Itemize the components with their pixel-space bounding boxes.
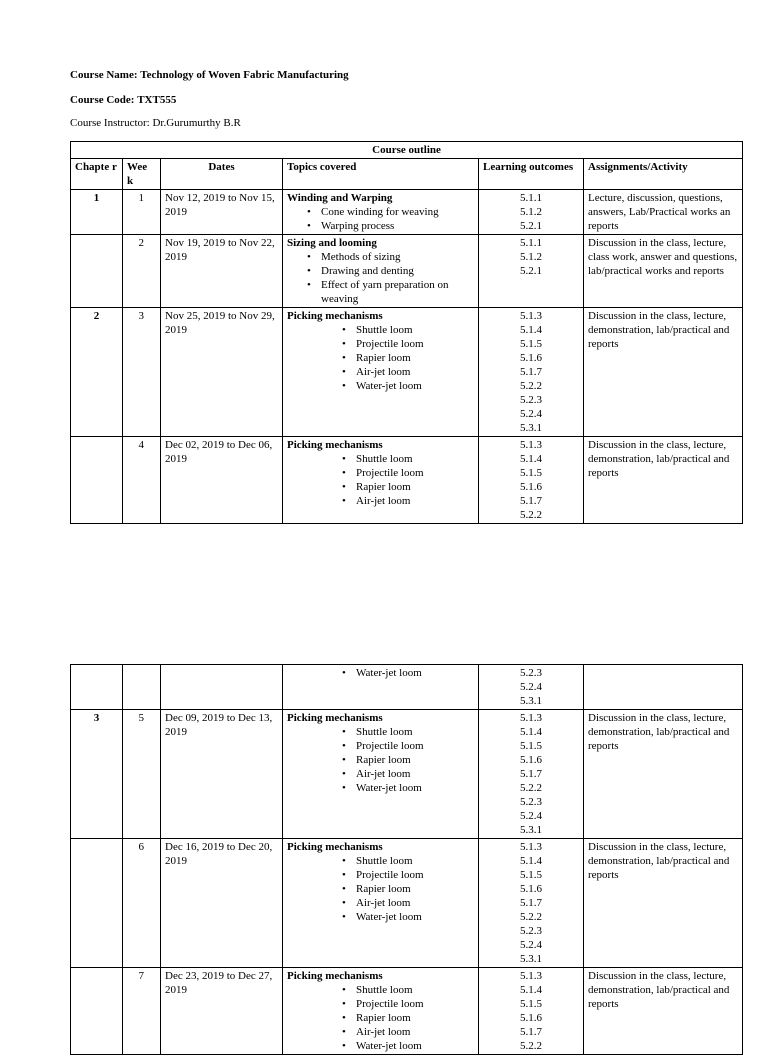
bullet-icon: • xyxy=(342,911,346,923)
outcome-code: 5.1.4 xyxy=(520,855,542,867)
dates-cell: Nov 25, 2019 to Nov 29, 2019 xyxy=(161,308,283,437)
outcome-code: 5.2.3 xyxy=(520,925,542,937)
week-cell xyxy=(123,665,161,710)
week-cell: 2 xyxy=(123,235,161,308)
course-outline-table xyxy=(70,141,743,524)
topic-item xyxy=(287,767,474,781)
topic-list xyxy=(287,205,474,233)
outcome-code: 5.3.1 xyxy=(520,953,542,965)
outcomes-cell xyxy=(479,665,584,710)
outcome-code: 5.1.1 xyxy=(520,192,542,204)
bullet-icon: • xyxy=(342,726,346,738)
outcomes-cell xyxy=(479,308,584,437)
topic-list xyxy=(287,983,474,1053)
outcome-code: 5.2.2 xyxy=(520,1040,542,1052)
topic-item-label: Rapier loom xyxy=(356,352,411,364)
chapter-cell: 3 xyxy=(71,710,123,839)
outcome-code: 5.1.6 xyxy=(520,481,542,493)
week-cell: 1 xyxy=(123,190,161,235)
course-code-label: Course Code: xyxy=(70,94,135,106)
outcome-code: 5.1.5 xyxy=(520,338,542,350)
topic-item xyxy=(287,466,474,480)
bullet-icon: • xyxy=(307,265,311,277)
bullet-icon: • xyxy=(342,897,346,909)
topic-item xyxy=(287,1025,474,1039)
outcome-code: 5.1.7 xyxy=(520,1026,542,1038)
dates-cell: Dec 23, 2019 to Dec 27, 2019 xyxy=(161,968,283,1055)
topic-item-label: Water-jet loom xyxy=(356,782,422,794)
activity-cell: Discussion in the class, lecture, demonstration, lab/practical and reports xyxy=(584,710,743,839)
bullet-icon: • xyxy=(307,251,311,263)
outcome-code: 5.2.2 xyxy=(520,911,542,923)
topic-item xyxy=(287,452,474,466)
course-name-label: Course Name: xyxy=(70,69,138,81)
topic-item-label: Shuttle loom xyxy=(356,453,413,465)
outcome-code: 5.1.5 xyxy=(520,740,542,752)
topic-item xyxy=(287,725,474,739)
course-name-line xyxy=(70,69,349,81)
outcome-code: 5.1.2 xyxy=(520,251,542,263)
table-row xyxy=(71,839,743,968)
outcome-code: 5.2.2 xyxy=(520,380,542,392)
bullet-icon: • xyxy=(342,998,346,1010)
topic-item xyxy=(287,910,474,924)
course-outline-table-continued xyxy=(70,664,743,1055)
topics-cell xyxy=(283,710,479,839)
header-topics: Topics covered xyxy=(283,159,479,190)
table-row xyxy=(71,437,743,524)
topic-item xyxy=(287,278,474,306)
outcome-code: 5.2.3 xyxy=(520,394,542,406)
topic-item xyxy=(287,480,474,494)
outcome-code: 5.1.7 xyxy=(520,366,542,378)
bullet-icon: • xyxy=(342,1040,346,1052)
topic-item xyxy=(287,250,474,264)
outcome-code: 5.1.3 xyxy=(520,310,542,322)
table-row xyxy=(71,190,743,235)
bullet-icon: • xyxy=(342,366,346,378)
outcomes-cell xyxy=(479,839,584,968)
topic-item xyxy=(287,781,474,795)
bullet-icon: • xyxy=(342,453,346,465)
table-row xyxy=(71,710,743,839)
topic-item-label: Projectile loom xyxy=(356,740,424,752)
topic-item-label: Shuttle loom xyxy=(356,726,413,738)
topics-cell xyxy=(283,437,479,524)
topic-item-label: Rapier loom xyxy=(356,1012,411,1024)
topic-item xyxy=(287,753,474,767)
course-code-line xyxy=(70,94,176,106)
table-title-row xyxy=(71,142,743,159)
topic-title: Picking mechanisms xyxy=(287,439,383,451)
header-activity: Assignments/Activity xyxy=(584,159,743,190)
topic-list xyxy=(287,666,474,680)
activity-cell xyxy=(584,665,743,710)
topic-item-label: Water-jet loom xyxy=(356,380,422,392)
outcome-code: 5.2.2 xyxy=(520,509,542,521)
topic-list xyxy=(287,452,474,508)
outcome-code: 5.2.2 xyxy=(520,782,542,794)
topic-item xyxy=(287,379,474,393)
bullet-icon: • xyxy=(342,883,346,895)
bullet-icon: • xyxy=(342,352,346,364)
chapter-cell xyxy=(71,665,123,710)
topic-title: Winding and Warping xyxy=(287,192,393,204)
bullet-icon: • xyxy=(342,740,346,752)
topic-item-label: Rapier loom xyxy=(356,883,411,895)
topic-item xyxy=(287,983,474,997)
outcome-code: 5.1.3 xyxy=(520,439,542,451)
outcome-code: 5.1.4 xyxy=(520,453,542,465)
outcome-code: 5.1.4 xyxy=(520,726,542,738)
topic-item-label: Water-jet loom xyxy=(356,911,422,923)
outcomes-cell xyxy=(479,235,584,308)
chapter-cell xyxy=(71,968,123,1055)
topic-item-label: Rapier loom xyxy=(356,754,411,766)
topic-item xyxy=(287,1011,474,1025)
outcomes-cell xyxy=(479,190,584,235)
outcome-code: 5.1.6 xyxy=(520,1012,542,1024)
outcome-code: 5.1.4 xyxy=(520,324,542,336)
topic-item xyxy=(287,205,474,219)
topics-cell xyxy=(283,665,479,710)
activity-cell: Discussion in the class, lecture, demonstration, lab/practical and reports xyxy=(584,839,743,968)
outcomes-cell xyxy=(479,968,584,1055)
topic-item-label: Air-jet loom xyxy=(356,1026,411,1038)
bullet-icon: • xyxy=(342,984,346,996)
chapter-cell xyxy=(71,235,123,308)
bullet-icon: • xyxy=(307,279,311,291)
table-row xyxy=(71,968,743,1055)
outcome-code: 5.1.3 xyxy=(520,970,542,982)
bullet-icon: • xyxy=(342,324,346,336)
bullet-icon: • xyxy=(342,869,346,881)
bullet-icon: • xyxy=(342,667,346,679)
activity-cell: Discussion in the class, lecture, demonstration, lab/practical and reports xyxy=(584,308,743,437)
topic-item xyxy=(287,351,474,365)
dates-cell: Nov 19, 2019 to Nov 22, 2019 xyxy=(161,235,283,308)
topic-item xyxy=(287,264,474,278)
topic-item-label: Shuttle loom xyxy=(356,855,413,867)
topic-item-label: Warping process xyxy=(321,220,395,232)
outcome-code: 5.1.6 xyxy=(520,352,542,364)
dates-cell: Nov 12, 2019 to Nov 15, 2019 xyxy=(161,190,283,235)
topic-item-label: Air-jet loom xyxy=(356,366,411,378)
topic-item-label: Drawing and denting xyxy=(321,265,414,277)
topic-item-label: Projectile loom xyxy=(356,338,424,350)
topic-item xyxy=(287,323,474,337)
topics-cell xyxy=(283,839,479,968)
outcome-code: 5.2.4 xyxy=(520,939,542,951)
week-cell: 3 xyxy=(123,308,161,437)
topic-item-label: Air-jet loom xyxy=(356,768,411,780)
header-outcomes: Learning outcomes xyxy=(479,159,584,190)
table-row xyxy=(71,308,743,437)
topic-list xyxy=(287,323,474,393)
topic-item-label: Cone winding for weaving xyxy=(321,206,439,218)
outcome-code: 5.2.4 xyxy=(520,408,542,420)
topic-item xyxy=(287,666,474,680)
table-row xyxy=(71,235,743,308)
topic-title: Picking mechanisms xyxy=(287,712,383,724)
bullet-icon: • xyxy=(342,338,346,350)
bullet-icon: • xyxy=(342,768,346,780)
topic-title: Sizing and looming xyxy=(287,237,377,249)
chapter-cell: 1 xyxy=(71,190,123,235)
activity-cell: Discussion in the class, lecture, demonstration, lab/practical and reports xyxy=(584,968,743,1055)
outcome-code: 5.1.1 xyxy=(520,237,542,249)
topic-item-label: Projectile loom xyxy=(356,998,424,1010)
week-cell: 6 xyxy=(123,839,161,968)
outcome-code: 5.1.7 xyxy=(520,495,542,507)
topics-cell xyxy=(283,968,479,1055)
topics-cell xyxy=(283,190,479,235)
outcome-code: 5.3.1 xyxy=(520,824,542,836)
header-week: Wee k xyxy=(123,159,161,190)
outcome-code: 5.1.5 xyxy=(520,998,542,1010)
topic-item-label: Shuttle loom xyxy=(356,324,413,336)
table-title: Course outline xyxy=(71,142,743,159)
topic-item xyxy=(287,494,474,508)
bullet-icon: • xyxy=(342,481,346,493)
week-cell: 4 xyxy=(123,437,161,524)
topic-item-label: Air-jet loom xyxy=(356,897,411,909)
topic-item xyxy=(287,365,474,379)
topic-item-label: Water-jet loom xyxy=(356,667,422,679)
topic-item xyxy=(287,219,474,233)
week-cell: 5 xyxy=(123,710,161,839)
topic-title: Picking mechanisms xyxy=(287,970,383,982)
outcomes-cell xyxy=(479,710,584,839)
topic-item-label: Air-jet loom xyxy=(356,495,411,507)
outcome-code: 5.3.1 xyxy=(520,422,542,434)
topic-list xyxy=(287,725,474,795)
course-instructor: Course Instructor: Dr.Gurumurthy B.R xyxy=(70,117,241,129)
outcome-code: 5.1.4 xyxy=(520,984,542,996)
table-row xyxy=(71,665,743,710)
outcome-code: 5.2.1 xyxy=(520,265,542,277)
chapter-cell xyxy=(71,839,123,968)
bullet-icon: • xyxy=(307,206,311,218)
outcome-code: 5.1.3 xyxy=(520,841,542,853)
outcome-code: 5.2.1 xyxy=(520,220,542,232)
dates-cell: Dec 09, 2019 to Dec 13, 2019 xyxy=(161,710,283,839)
chapter-cell: 2 xyxy=(71,308,123,437)
outcome-code: 5.2.4 xyxy=(520,681,542,693)
topic-item xyxy=(287,1039,474,1053)
topic-item xyxy=(287,739,474,753)
topic-item xyxy=(287,854,474,868)
topic-item-label: Methods of sizing xyxy=(321,251,401,263)
topic-item xyxy=(287,337,474,351)
topic-item-label: Projectile loom xyxy=(356,467,424,479)
topic-list xyxy=(287,854,474,924)
week-cell: 7 xyxy=(123,968,161,1055)
topic-item xyxy=(287,882,474,896)
topic-item-label: Shuttle loom xyxy=(356,984,413,996)
topics-cell xyxy=(283,235,479,308)
outcome-code: 5.1.7 xyxy=(520,768,542,780)
chapter-cell xyxy=(71,437,123,524)
outcome-code: 5.1.6 xyxy=(520,754,542,766)
topic-item xyxy=(287,868,474,882)
bullet-icon: • xyxy=(342,754,346,766)
topic-item-label: Effect of yarn preparation on weaving xyxy=(321,279,449,305)
bullet-icon: • xyxy=(342,1012,346,1024)
outcome-code: 5.3.1 xyxy=(520,695,542,707)
outcome-code: 5.1.5 xyxy=(520,467,542,479)
activity-cell: Lecture, discussion, questions, answers, Lab/Practical works an reports xyxy=(584,190,743,235)
bullet-icon: • xyxy=(342,495,346,507)
topic-item xyxy=(287,896,474,910)
topic-item-label: Projectile loom xyxy=(356,869,424,881)
bullet-icon: • xyxy=(342,467,346,479)
bullet-icon: • xyxy=(342,855,346,867)
outcome-code: 5.1.3 xyxy=(520,712,542,724)
topics-cell xyxy=(283,308,479,437)
outcome-code: 5.2.3 xyxy=(520,667,542,679)
dates-cell xyxy=(161,665,283,710)
activity-cell: Discussion in the class, lecture, class work, answer and questions, lab/practical works and reports xyxy=(584,235,743,308)
dates-cell: Dec 16, 2019 to Dec 20, 2019 xyxy=(161,839,283,968)
topic-title: Picking mechanisms xyxy=(287,310,383,322)
outcomes-cell xyxy=(479,437,584,524)
bullet-icon: • xyxy=(342,1026,346,1038)
header-dates: Dates xyxy=(161,159,283,190)
topic-item xyxy=(287,997,474,1011)
outcome-code: 5.1.6 xyxy=(520,883,542,895)
outcome-code: 5.2.3 xyxy=(520,796,542,808)
outcome-code: 5.1.5 xyxy=(520,869,542,881)
outcome-code: 5.2.4 xyxy=(520,810,542,822)
topic-item-label: Rapier loom xyxy=(356,481,411,493)
table-header-row xyxy=(71,159,743,190)
outcome-code: 5.1.7 xyxy=(520,897,542,909)
topic-item-label: Water-jet loom xyxy=(356,1040,422,1052)
course-name-value: Technology of Woven Fabric Manufacturing xyxy=(140,69,349,81)
topic-list xyxy=(287,250,474,306)
activity-cell: Discussion in the class, lecture, demonstration, lab/practical and reports xyxy=(584,437,743,524)
outcome-code: 5.1.2 xyxy=(520,206,542,218)
course-code-value: TXT555 xyxy=(137,94,177,106)
bullet-icon: • xyxy=(307,220,311,232)
topic-title: Picking mechanisms xyxy=(287,841,383,853)
header-chapter: Chapte r xyxy=(71,159,123,190)
bullet-icon: • xyxy=(342,380,346,392)
dates-cell: Dec 02, 2019 to Dec 06, 2019 xyxy=(161,437,283,524)
bullet-icon: • xyxy=(342,782,346,794)
